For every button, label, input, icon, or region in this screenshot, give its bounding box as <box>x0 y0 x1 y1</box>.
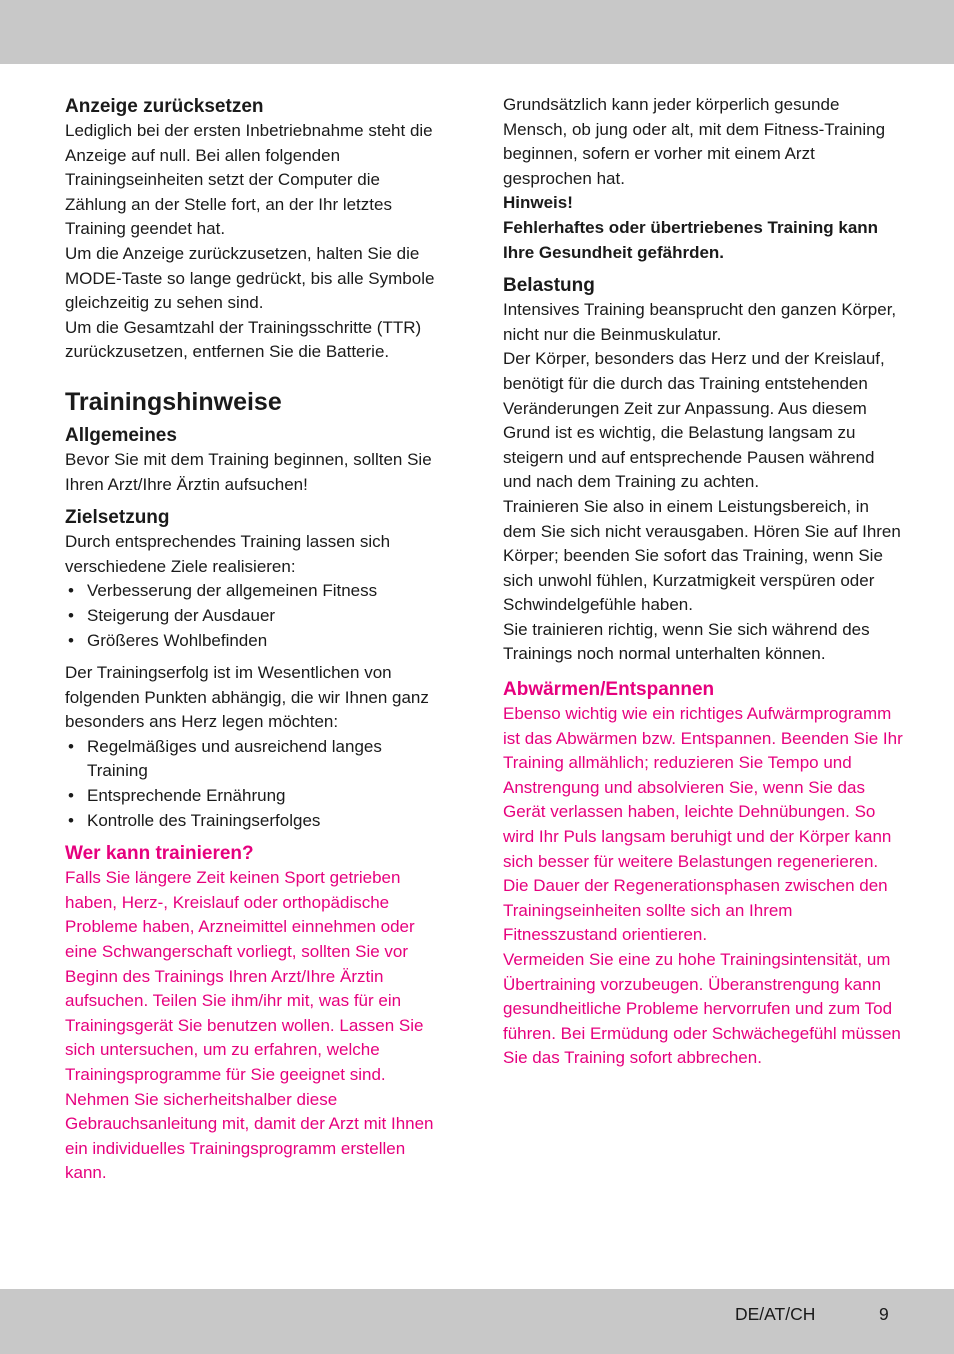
general-heading: Allgemeines <box>65 424 177 446</box>
reset-paragraph: Um die Anzeige zurückzusetzen, halten Sie die MODE-Taste so lange gedrückt, bis alle Symbole gleichzeitig zu sehen sind. <box>65 243 435 313</box>
who-heading: Wer kann trainieren? <box>65 843 254 865</box>
footer-region: DE/AT/CH <box>735 1304 816 1324</box>
load-paragraph: Der Körper, besonders das Herz und der Kreislauf, benötigt für die durch das Training entstehenden Veränderungen Zeit zur Anpassung. Aus diesem Grund ist es wichtig, die Belastung langsam zu steigern und auf entsprechende Pausen während und nach dem Training zu achten. <box>503 349 885 492</box>
right-column <box>503 93 903 1071</box>
load-paragraph: Intensives Training beansprucht den ganzen Körper, nicht nur die Beinmuskulatur. <box>503 300 897 344</box>
reset-heading: Anzeige zurücksetzen <box>65 96 264 117</box>
left-column <box>65 94 437 1186</box>
section-title: Trainingshinweise <box>65 387 282 416</box>
load-paragraph: Trainieren Sie also in einem Leistungsbereich, in dem Sie sich nicht verausgaben. Hören Sie auf Ihren Körper; beenden Sie sofort das Training, wenn Sie sich unwohl fühlen, Kurzatmigkeit verspüren oder Schwindelgefühle haben. <box>503 496 901 615</box>
list-item: • Regelmäßiges und ausreichend langes Training <box>65 735 437 784</box>
list-item: • Verbesserung der allgemeinen Fitness <box>65 579 437 604</box>
list-item: • Steigerung der Ausdauer <box>65 604 437 629</box>
load-paragraph: Sie trainieren richtig, wenn Sie sich während des Trainings noch normal unterhalten können. <box>503 619 870 664</box>
intro-paragraph: Grundsätzlich kann jeder körperlich gesunde Mensch, ob jung oder alt, mit dem Fitness-Training beginnen, sofern er vorher mit einem Arzt gesprochen hat. <box>503 95 886 188</box>
page-number: 9 <box>879 1304 889 1324</box>
cooldown-heading: Abwärmen/Entspannen <box>503 679 715 701</box>
load-heading: Belastung <box>503 275 595 297</box>
who-text: Falls Sie längere Zeit keinen Sport getrieben haben, Herz-, Kreislauf oder orthopädische Probleme haben, Arzneimittel einnehmen oder eine Schwangerschaft vorliegt, sollten Sie vor Beginn des Trainings Ihren Arzt/Ihre Ärztin aufsuchen. Teilen Sie ihm/ihr mit, was für ein Trainingsgerät Sie benutzen wollen. Lassen Sie sich untersuchen, um zu erfahren, welche Trainingsprogramme für Sie geeignet sind. Nehmen Sie sicherheitshalber diese Gebrauchsanleitung mit, damit der Arzt mit Ihnen ein individuelles Trainingsprogramm erstellen kann. <box>65 868 434 1183</box>
cooldown-paragraph: Ebenso wichtig wie ein richtiges Aufwärmprogramm ist das Abwärmen bzw. Entspannen. Beenden Sie Ihr Training allmählich; reduzieren Sie Tempo und Anstrengung und absolvieren Sie, wenn Sie das Gerät verlassen haben, leichte Dehnübungen. So wird Ihr Puls langsam beruhigt und der Körper kann sich besser für weitere Belastungen regenerieren. <box>503 704 903 871</box>
success-list <box>65 735 437 833</box>
note-label: Hinweis! <box>503 193 573 213</box>
list-item: • Entsprechende Ernährung <box>65 784 437 809</box>
header-band <box>0 0 954 64</box>
list-item: • Größeres Wohlbefinden <box>65 629 437 654</box>
reset-paragraph: Um die Gesamtzahl der Trainingsschritte (TTR) zurückzusetzen, entfernen Sie die Batterie. <box>65 317 422 362</box>
cooldown-paragraph: Vermeiden Sie eine zu hohe Trainingsintensität, um Übertraining vorzubeugen. Überanstrengung kann gesundheitliche Probleme hervorrufen und zum Tod führen. Bei Ermüdung oder Schwächegefühl müssen Sie das Training sofort abbrechen. <box>503 950 901 1068</box>
list-item: • Kontrolle des Trainingserfolges <box>65 809 437 834</box>
goal-heading: Zielsetzung <box>65 507 170 529</box>
goal-list <box>65 579 437 653</box>
cooldown-paragraph: Die Dauer der Regenerationsphasen zwischen den Trainingseinheiten sollte sich an Ihrem Fitnesszustand orientieren. <box>503 876 888 945</box>
reset-paragraph: Lediglich bei der ersten Inbetriebnahme steht die Anzeige auf null. Bei allen folgenden Trainingseinheiten setzt der Computer die Zählung an der Stelle fort, an der Ihr letztes Training geendet hat. <box>65 121 433 239</box>
goal-intro: Durch entsprechendes Training lassen sich verschiedene Ziele realisieren: <box>65 532 391 576</box>
success-intro: Der Trainingserfolg ist im Wesentlichen von folgenden Punkten abhängig, die wir Ihnen ganz besonders ans Herz legen möchten: <box>65 663 429 732</box>
general-text: Bevor Sie mit dem Training beginnen, sollten Sie Ihren Arzt/Ihre Ärztin aufsuchen! <box>65 449 432 494</box>
note-text: Fehlerhaftes oder übertriebenes Training kann Ihre Gesundheit gefährden. <box>503 217 879 262</box>
